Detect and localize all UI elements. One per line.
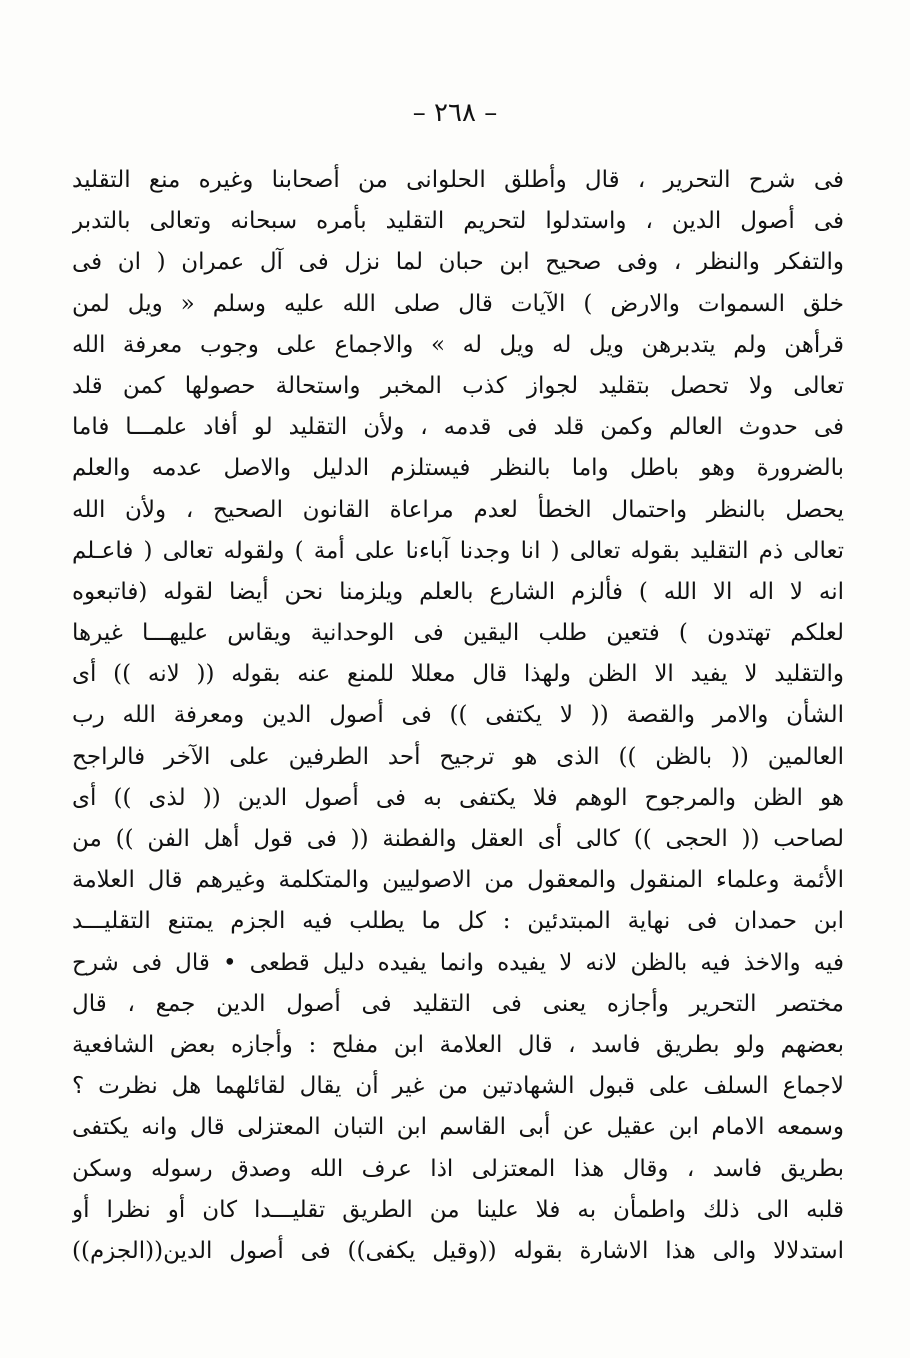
text-line: استدلالا والى هذا الاشارة بقوله ((وقيل يكفى)) فى أصول الدين((الجزم)) xyxy=(72,1237,844,1264)
text-line: العالمين (( بالظن )) الذى هو ترجيح أحد الطرفين على الآخر فالراجح xyxy=(72,743,844,770)
text-line: الأئمة وعلماء المنقول والمعقول من الاصوليين والمتكلمة وغيرهم قال العلامة xyxy=(72,867,844,894)
text-line: انه لا اله الا الله ) فألزم الشارع بالعلم ويلزمنا نحن أيضا لقوله (فاتبعوه xyxy=(72,578,844,605)
text-line: وسمعه الامام ابن عقيل عن أبى القاسم ابن التبان المعتزلى قال وانه يكتفى xyxy=(72,1114,844,1141)
text-line: فى شرح التحرير ، قال وأطلق الحلوانى من أصحابنا وغيره منع التقليد xyxy=(72,167,844,193)
text-line: فى أصول الدين ، واستدلوا لتحريم التقليد بأمره سبحانه وتعالى بالتدبر xyxy=(72,208,844,235)
page-number: – ٢٦٨ – xyxy=(412,98,498,128)
text-line: قرأهن ولم يتدبرهن ويل له ويل له » والاجماع على وجوب معرفة الله xyxy=(72,331,844,358)
text-line: قلبه الى ذلك واطمأن به فلا علينا من الطريق تقليـــدا كان أو نظرا أو xyxy=(72,1196,844,1223)
text-line: خلق السموات والارض ) الآيات قال صلى الله عليه وسلم « ويل لمن xyxy=(72,290,844,317)
text-line: لاجماع السلف على قبول الشهادتين من غير أن يقال لقائلهما هل نظرت ؟ xyxy=(72,1073,844,1100)
body-text xyxy=(72,160,844,1272)
text-line: والتقليد لا يفيد الا الظن ولهذا قال معللا للمنع عنه بقوله (( لانه )) أى xyxy=(72,661,844,688)
text-line: تعالى ذم التقليد بقوله تعالى ( انا وجدنا آباءنا على أمة ) ولقوله تعالى ( فاعـلم xyxy=(72,537,844,564)
text-line: فى حدوث العالم وكمن قلد فى قدمه ، ولأن التقليد لو أفاد علمـــا فاما xyxy=(72,414,844,441)
text-line: ابن حمدان فى نهاية المبتدئين : كل ما يطلب فيه الجزم يمتنع التقليـــد xyxy=(72,908,844,935)
text-line: يحصل بالنظر واحتمال الخطأ لعدم مراعاة القانون الصحيح ، ولأن الله xyxy=(72,496,844,523)
text-line: بطريق فاسد ، وقال هذا المعتزلى اذا عرف الله وصدق رسوله وسكن xyxy=(72,1155,844,1182)
text-line: فيه والاخذ فيه بالظن لانه لا يفيده وانما يفيده دليل قطعى • قال فى شرح xyxy=(72,949,844,976)
text-line: بالضرورة وهو باطل واما بالنظر فيستلزم الدليل والاصل عدمه والعلم xyxy=(72,455,844,482)
text-line: الشأن والامر والقصة (( لا يكتفى )) فى أصول الدين ومعرفة الله رب xyxy=(72,702,844,729)
text-line: بعضهم ولو بطريق فاسد ، قال العلامة ابن مفلح : وأجازه بعض الشافعية xyxy=(72,1031,844,1058)
text-line: لصاحب (( الحجى )) كالى أى العقل والفطنة (( فى قول أهل الفن )) من xyxy=(72,826,844,852)
text-line: مختصر التحرير وأجازه يعنى فى التقليد فى أصول الدين جمع ، قال xyxy=(72,990,844,1017)
text-line: والتفكر والنظر ، وفى صحيح ابن حبان لما نزل فى آل عمران ( ان فى xyxy=(72,249,844,276)
text-line: تعالى ولا تحصل بتقليد لجواز كذب المخبر واستحالة حصولها كمن قلد xyxy=(72,372,844,399)
text-line: هو الظن والمرجوح الوهم فلا يكتفى به فى أصول الدين (( لذى )) أى xyxy=(72,784,844,811)
text-line: لعلكم تهتدون ) فتعين طلب اليقين فى الوحدانية ويقاس عليهـــا غيرها xyxy=(72,620,844,647)
